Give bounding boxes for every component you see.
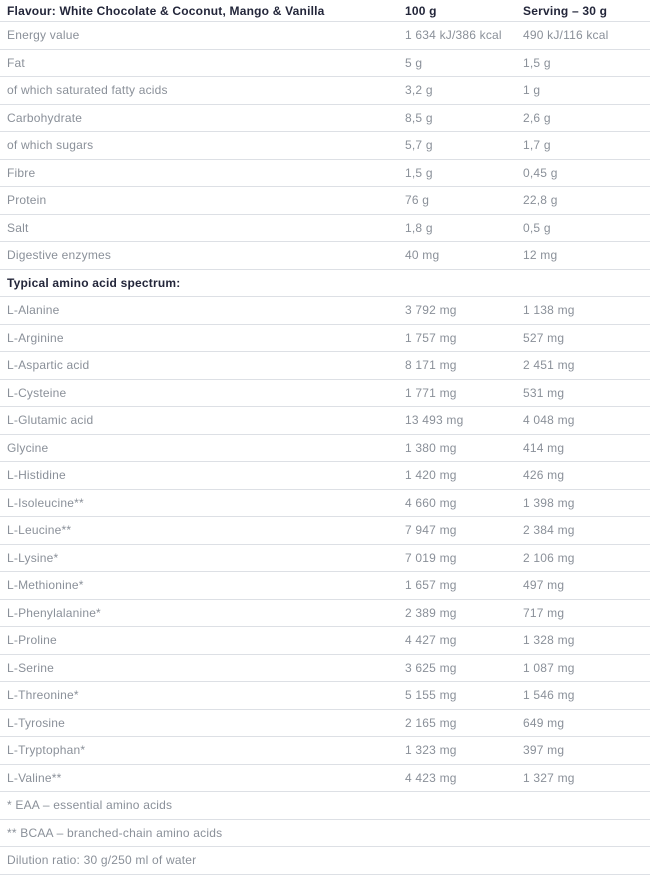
table-row [0, 132, 650, 160]
section-heading-row [0, 270, 650, 298]
value-per-serving: 2 451 mg [523, 358, 575, 373]
value-per-100g: 76 g [405, 193, 430, 208]
column-header-serving: Serving – 30 g [523, 3, 608, 18]
row-label: L-Serine [7, 660, 54, 675]
table-row [0, 50, 650, 78]
row-label: L-Valine** [7, 770, 62, 785]
value-per-serving: 649 mg [523, 715, 565, 730]
table-row [0, 325, 650, 353]
value-per-100g: 7 947 mg [405, 523, 457, 538]
table-row [0, 352, 650, 380]
table-row [0, 545, 650, 573]
row-label: L-Threonine* [7, 688, 79, 703]
table-row [0, 600, 650, 628]
nutrition-rows-group [0, 22, 650, 270]
row-label: L-Alanine [7, 303, 60, 318]
table-row [0, 105, 650, 133]
value-per-100g: 3,2 g [405, 83, 433, 98]
row-label: L-Phenylalanine* [7, 605, 101, 620]
value-per-serving: 22,8 g [523, 193, 558, 208]
value-per-serving: 426 mg [523, 468, 565, 483]
row-label: L-Tyrosine [7, 715, 66, 730]
value-per-100g: 1 657 mg [405, 578, 457, 593]
value-per-100g: 5 155 mg [405, 688, 457, 703]
value-per-100g: 4 660 mg [405, 495, 457, 510]
row-label: Fibre [7, 165, 36, 180]
table-row [0, 160, 650, 188]
table-row [0, 517, 650, 545]
value-per-100g: 13 493 mg [405, 413, 464, 428]
table-header-row [0, 0, 650, 22]
row-label: L-Cysteine [7, 385, 67, 400]
footnote-rows-group [0, 792, 650, 875]
value-per-100g: 8 171 mg [405, 358, 457, 373]
value-per-100g: 5,7 g [405, 138, 433, 153]
row-label: Fat [7, 55, 25, 70]
value-per-100g: 2 165 mg [405, 715, 457, 730]
table-row [0, 490, 650, 518]
value-per-serving: 497 mg [523, 578, 565, 593]
value-per-serving: 1 g [523, 83, 541, 98]
value-per-100g: 1,5 g [405, 165, 433, 180]
value-per-serving: 1,7 g [523, 138, 551, 153]
table-row [0, 435, 650, 463]
table-row [0, 682, 650, 710]
value-per-100g: 8,5 g [405, 110, 433, 125]
value-per-serving: 2 384 mg [523, 523, 575, 538]
row-label: L-Proline [7, 633, 57, 648]
table-row [0, 655, 650, 683]
table-row [0, 215, 650, 243]
value-per-100g: 1 323 mg [405, 743, 457, 758]
value-per-serving: 531 mg [523, 385, 565, 400]
value-per-100g: 4 427 mg [405, 633, 457, 648]
table-row [0, 462, 650, 490]
section-heading: Typical amino acid spectrum: [7, 275, 181, 290]
value-per-serving: 1 328 mg [523, 633, 575, 648]
value-per-serving: 1 138 mg [523, 303, 575, 318]
row-label: Energy value [7, 28, 80, 43]
footnote-text: ** BCAA – branched-chain amino acids [7, 825, 223, 840]
footnote-row [0, 792, 650, 820]
footnote-text: Dilution ratio: 30 g/250 ml of water [7, 853, 197, 868]
table-row [0, 187, 650, 215]
value-per-serving: 1 398 mg [523, 495, 575, 510]
row-label: Carbohydrate [7, 110, 83, 125]
value-per-100g: 3 792 mg [405, 303, 457, 318]
value-per-100g: 4 423 mg [405, 770, 457, 785]
table-row [0, 380, 650, 408]
value-per-100g: 1,8 g [405, 220, 433, 235]
value-per-serving: 414 mg [523, 440, 565, 455]
value-per-serving: 490 kJ/116 kcal [523, 28, 609, 43]
value-per-100g: 1 380 mg [405, 440, 457, 455]
row-label: of which saturated fatty acids [7, 83, 168, 98]
footnote-row [0, 820, 650, 848]
footnote-text: * EAA – essential amino acids [7, 798, 173, 813]
table-row [0, 297, 650, 325]
table-row [0, 572, 650, 600]
row-label: L-Glutamic acid [7, 413, 94, 428]
table-row [0, 737, 650, 765]
value-per-serving: 12 mg [523, 248, 558, 263]
table-row [0, 22, 650, 50]
row-label: L-Aspartic acid [7, 358, 90, 373]
table-row [0, 627, 650, 655]
value-per-serving: 527 mg [523, 330, 565, 345]
value-per-serving: 0,5 g [523, 220, 551, 235]
row-label: Salt [7, 220, 29, 235]
value-per-100g: 1 757 mg [405, 330, 457, 345]
value-per-serving: 2,6 g [523, 110, 551, 125]
value-per-100g: 1 420 mg [405, 468, 457, 483]
value-per-100g: 1 634 kJ/386 kcal [405, 28, 502, 43]
row-label: L-Histidine [7, 468, 66, 483]
footnote-row [0, 847, 650, 875]
value-per-serving: 0,45 g [523, 165, 558, 180]
table-row [0, 242, 650, 270]
value-per-serving: 1 087 mg [523, 660, 575, 675]
value-per-serving: 717 mg [523, 605, 565, 620]
table-row [0, 710, 650, 738]
table-row [0, 407, 650, 435]
row-label: L-Arginine [7, 330, 64, 345]
flavour-header: Flavour: White Chocolate & Coconut, Mango & Vanilla [7, 3, 325, 18]
row-label: L-Isoleucine** [7, 495, 84, 510]
row-label: L-Lysine* [7, 550, 59, 565]
row-label: of which sugars [7, 138, 94, 153]
column-header-100g: 100 g [405, 3, 437, 18]
value-per-100g: 3 625 mg [405, 660, 457, 675]
value-per-100g: 2 389 mg [405, 605, 457, 620]
row-label: L-Tryptophan* [7, 743, 86, 758]
row-label: L-Methionine* [7, 578, 84, 593]
value-per-serving: 1 327 mg [523, 770, 575, 785]
value-per-100g: 5 g [405, 55, 423, 70]
value-per-serving: 397 mg [523, 743, 565, 758]
value-per-serving: 4 048 mg [523, 413, 575, 428]
value-per-100g: 7 019 mg [405, 550, 457, 565]
value-per-100g: 40 mg [405, 248, 440, 263]
value-per-100g: 1 771 mg [405, 385, 457, 400]
row-label: Digestive enzymes [7, 248, 112, 263]
table-row [0, 77, 650, 105]
row-label: L-Leucine** [7, 523, 72, 538]
amino-acid-rows-group [0, 297, 650, 792]
row-label: Protein [7, 193, 47, 208]
value-per-serving: 1,5 g [523, 55, 551, 70]
value-per-serving: 1 546 mg [523, 688, 575, 703]
table-row [0, 765, 650, 793]
value-per-serving: 2 106 mg [523, 550, 575, 565]
row-label: Glycine [7, 440, 49, 455]
